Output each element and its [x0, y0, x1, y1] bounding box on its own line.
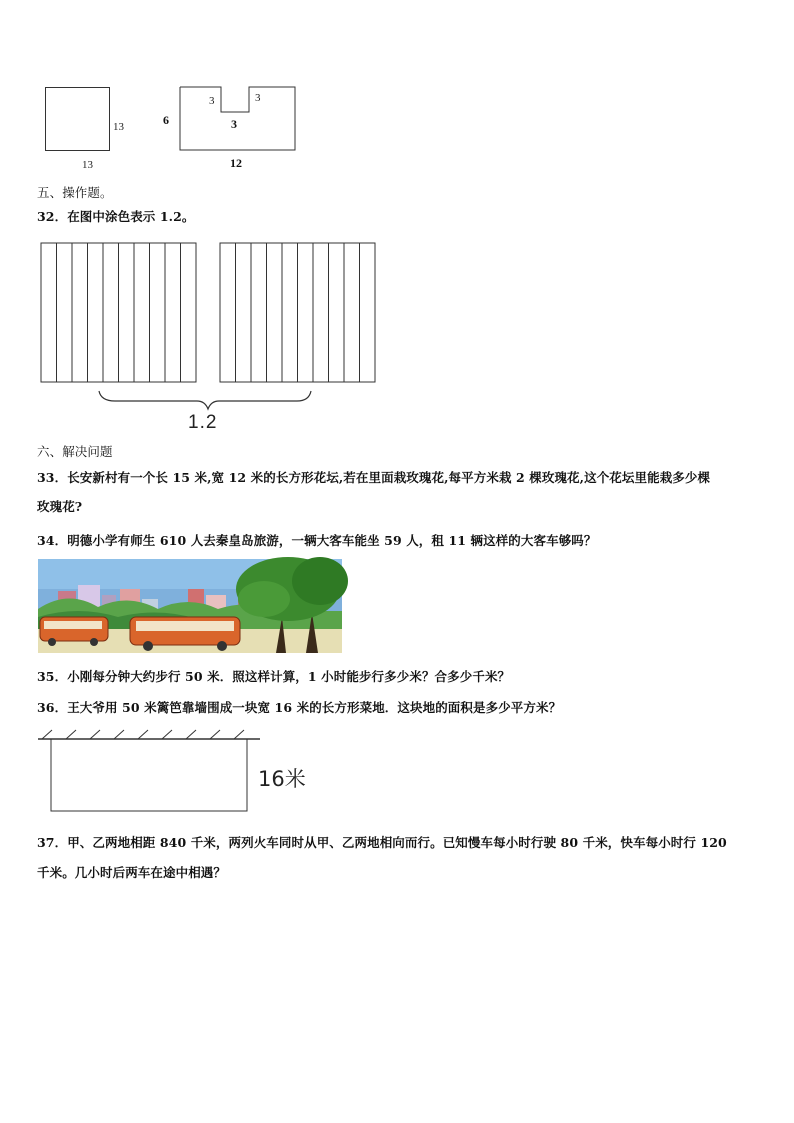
wall-field-diagram [38, 727, 268, 813]
brace-label: 1.2 [188, 412, 218, 433]
field-width-label: 16米 [258, 767, 306, 791]
notched-left-label: 6 [163, 113, 169, 127]
notched-figure [179, 86, 299, 156]
section-title-operations: 五、操作题。 [37, 185, 113, 200]
question-36: 36．王大爷用 50 米篱笆靠墙围成一块宽 16 米的长方形菜地．这块地的面积是多少平方米？ [37, 700, 562, 715]
question-33-line1: 33．长安新村有一个长 15 米,宽 12 米的长方形花坛,若在里面栽玫瑰花,每平方米栽 2 棵玫瑰花,这个花坛里能栽多少棵 [37, 470, 711, 485]
section-title-solve: 六、解决问题 [37, 444, 113, 459]
question-32: 32．在图中涂色表示 1.2。 [37, 209, 195, 224]
square-right-label: 13 [113, 121, 124, 133]
brace [97, 389, 327, 411]
strip-rect-right [219, 242, 379, 384]
square-figure [45, 87, 110, 151]
notched-notch-bottom-label: 3 [231, 117, 237, 131]
strip-rect-left [40, 242, 200, 384]
notched-bottom-label: 12 [230, 156, 242, 170]
question-35: 35．小刚每分钟大约步行 50 米．照这样计算，1 小时能步行多少米？合多少千米？ [37, 669, 511, 684]
square-bottom-label: 13 [82, 159, 93, 171]
notched-notch-left-label: 3 [209, 95, 215, 107]
notched-notch-right-label: 3 [255, 92, 261, 104]
question-37-line2: 千米。几小时后两车在途中相遇？ [37, 865, 227, 880]
question-34: 34．明德小学有师生 610 人去秦皇岛旅游，一辆大客车能坐 59 人，租 11 辆这样的大客车够吗？ [37, 533, 597, 548]
question-33-line2: 玫瑰花? [37, 499, 83, 514]
bus-illustration [38, 559, 342, 653]
question-37-line1: 37．甲、乙两地相距 840 千米，两列火车同时从甲、乙两地相向而行。已知慢车每小时行驶 80 千米，快车每小时行 120 [37, 835, 727, 850]
